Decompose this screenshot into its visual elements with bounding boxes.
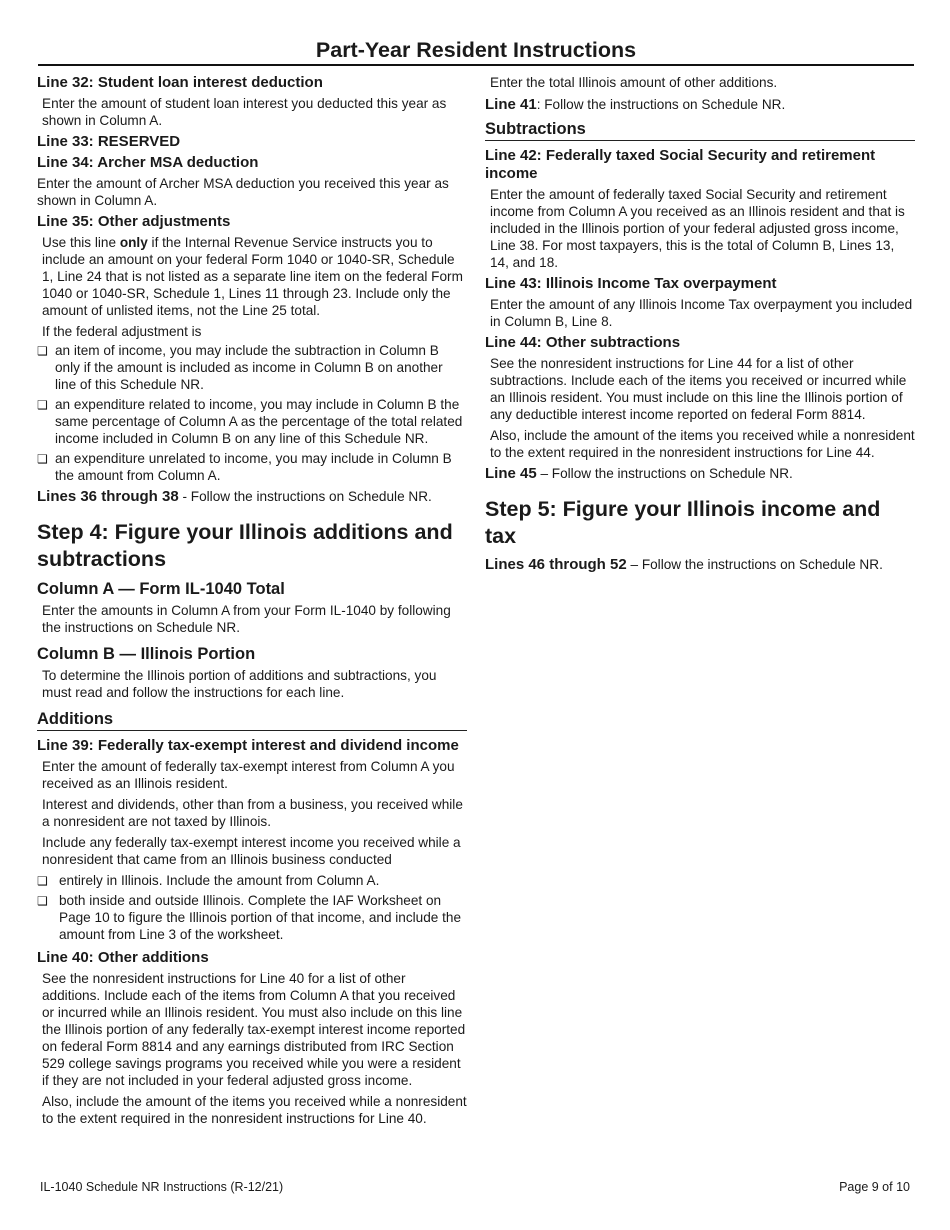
column-a-text: Enter the amounts in Column A from your Form IL-1040 by following the instructions on Schedule NR.	[42, 603, 451, 635]
page-title: Part-Year Resident Instructions	[38, 36, 914, 66]
line-40-continued: Enter the total Illinois amount of other additions.	[490, 75, 778, 90]
list-item: ❑ entirely in Illinois. Include the amount from Column A.	[37, 873, 380, 888]
footer-form-id: IL-1040 Schedule NR Instructions (R-12/21)	[40, 1180, 284, 1194]
left-column	[37, 74, 467, 1131]
right-column	[485, 74, 915, 577]
line-39-text-3: Include any federally tax-exempt interest income you received while a nonresident that came from an Illinois business conducted	[42, 835, 461, 867]
column-b-heading: Column B — Illinois Portion	[37, 645, 256, 663]
line-39-heading: Line 39: Federally tax-exempt interest and dividend income	[37, 737, 459, 754]
line-39-text-2: Interest and dividends, other than from a business, you received while a nonresident are not taxed by Illinois.	[42, 797, 463, 829]
line-40-text-1: See the nonresident instructions for Line 40 for a list of other additions. Include each of the items from Column A that you received or incurred while an Illinois resident. You must also include on this line the Illinois portion of any federally tax-exempt interest income reported on federal Form 8814 and any earnings distributed from IRC Section 529 college savings programs you received while you were a resident if they are not included in your federal adjusted gross income.	[42, 971, 466, 1088]
line-35-heading: Line 35: Other adjustments	[37, 213, 231, 230]
line-33-heading: Line 33: RESERVED	[37, 133, 181, 150]
step-5-heading: Step 5: Figure your Illinois income and tax	[485, 497, 881, 548]
line-34-text: Enter the amount of Archer MSA deduction you received this year as shown in Column A.	[37, 176, 449, 208]
line-40-heading: Line 40: Other additions	[37, 949, 209, 966]
line-43-heading: Line 43: Illinois Income Tax overpayment	[485, 275, 777, 292]
line-45: Line 45 – Follow the instructions on Schedule NR.	[485, 465, 793, 482]
checkbox-icon: ❑	[37, 894, 48, 908]
line-32-text: Enter the amount of student loan interest you deducted this year as shown in Column A.	[42, 96, 447, 128]
list-item: ❑ an expenditure related to income, you may include in Column B the same percentage of Column A as the percentage of the total related income included in Column B on any line of this Schedule NR.	[37, 397, 463, 446]
line-35-intro: If the federal adjustment is	[42, 324, 202, 339]
line-42-heading: Line 42: Federally taxed Social Security and retirement income	[485, 147, 876, 182]
line-35-text: Use this line only if the Internal Revenue Service instructs you to include an amount on your federal Form 1040 or 1040-SR, Schedule 1, Line 24 that is not listed as a separate line item on the federal Form 1040 or 1040-SR, Schedule 1, Lines 11 through 23. Include only the amount of unlisted items, not the Line 25 total.	[42, 235, 463, 318]
subtractions-heading: Subtractions	[485, 119, 915, 141]
line-32-heading: Line 32: Student loan interest deduction	[37, 74, 323, 91]
additions-heading: Additions	[37, 709, 467, 731]
line-44-heading: Line 44: Other subtractions	[485, 334, 681, 351]
line-34-heading: Line 34: Archer MSA deduction	[37, 154, 259, 171]
list-item: ❑ an item of income, you may include the subtraction in Column B only if the amount is included as income in Column B on another line of this Schedule NR.	[37, 343, 443, 392]
checkbox-icon: ❑	[37, 452, 48, 466]
line-39-text-1: Enter the amount of federally tax-exempt interest from Column A you received as an Illinois resident.	[42, 759, 455, 791]
step-4-heading: Step 4: Figure your Illinois additions and subtractions	[37, 520, 453, 571]
list-item: ❑ an expenditure unrelated to income, you may include in Column B the amount from Column A.	[37, 451, 452, 483]
line-42-text: Enter the amount of federally taxed Social Security and retirement income from Column A you received as an Illinois resident and that is included in the Illinois portion of your federal adjusted gross income, Line 38. For most taxpayers, this is the total of Column B, Lines 13, 14, and 18.	[490, 187, 905, 270]
column-b-text: To determine the Illinois portion of additions and subtractions, you must read and follow the instructions for each line.	[42, 668, 437, 700]
line-43-text: Enter the amount of any Illinois Income Tax overpayment you included in Column B, Line 8.	[490, 297, 913, 329]
line-41: Line 41: Follow the instructions on Schedule NR.	[485, 96, 786, 113]
list-item: ❑ both inside and outside Illinois. Complete the IAF Worksheet on Page 10 to figure the Illinois portion of that income, and include the amount from Line 3 of the worksheet.	[37, 893, 462, 942]
checkbox-icon: ❑	[37, 874, 48, 888]
column-a-heading: Column A — Form IL-1040 Total	[37, 580, 285, 598]
lines-46-52: Lines 46 through 52 – Follow the instructions on Schedule NR.	[485, 556, 883, 573]
line-44-text-2: Also, include the amount of the items you received while a nonresident to the extent required in the nonresident instructions for Line 44.	[490, 428, 915, 460]
footer-page-number: Page 9 of 10	[839, 1180, 910, 1194]
checkbox-icon: ❑	[37, 344, 48, 358]
lines-36-38: Lines 36 through 38 - Follow the instructions on Schedule NR.	[37, 488, 432, 505]
checkbox-icon: ❑	[37, 398, 48, 412]
line-40-text-2: Also, include the amount of the items you received while a nonresident to the extent required in the nonresident instructions for Line 40.	[42, 1094, 467, 1126]
line-44-text-1: See the nonresident instructions for Line 44 for a list of other subtractions. Include each of the items you received or incurred while an Illinois resident. You must include on this line the Illinois portion of any deductible interest income reported on federal Form 8814.	[490, 356, 907, 422]
